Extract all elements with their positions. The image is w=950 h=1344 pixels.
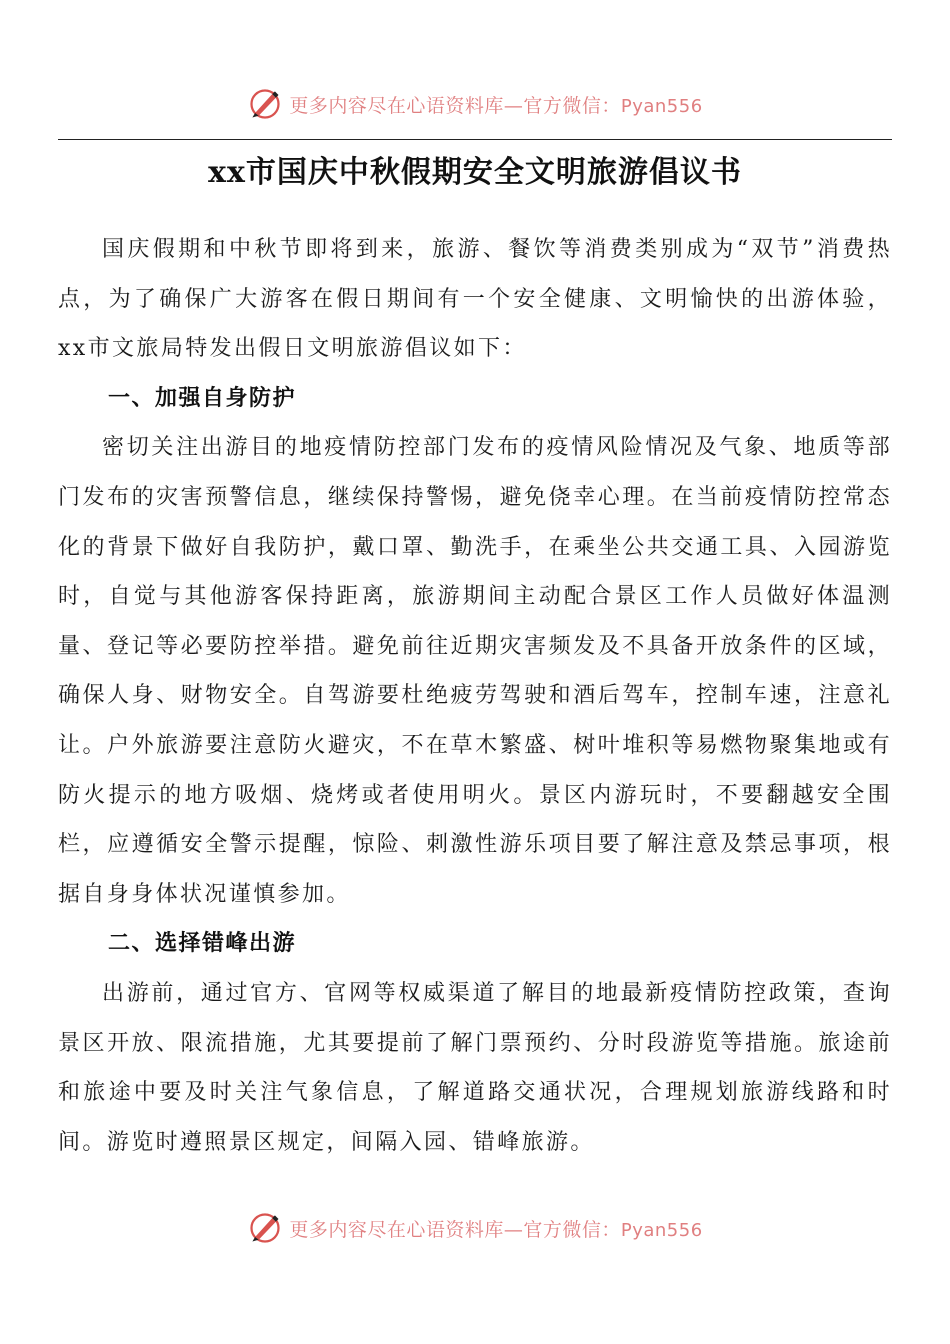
- section-paragraph: 密切关注出游目的地疫情防控部门发布的疫情风险情况及气象、地质等部门发布的灾害预警信息，继续保持警惕，避免侥幸心理。在当前疫情防控常态化的背景下做好自我防护，戴口罩、勤洗手，在乘坐公共交通工具、入园游览时，自觉与其他游客保持距离，旅游期间主动配合景区工作人员做好体温测量、登记等必要防控举措。避免前往近期灾害频发及不具备开放条件的区域，确保人身、财物安全。自驾游要杜绝疲劳驾驶和酒后驾车，控制车速，注意礼让。户外旅游要注意防火避灾，不在草木繁盛、树叶堆积等易燃物聚集地或有防火提示的地方吸烟、烧烤或者使用明火。景区内游玩时，不要翻越安全围栏，应遵循安全警示提醒，惊险、刺激性游乐项目要了解注意及禁忌事项，根据自身身体状况谨慎参加。: [58, 435, 892, 907]
- section-paragraph: 出游前，通过官方、官网等权威渠道了解目的地最新疫情防控政策，查询景区开放、限流措施，尤其要提前了解门票预约、分时段游览等措施。旅途前和旅途中要及时关注气象信息，了解道路交通状况，合理规划旅游线路和时间。游览时遵照景区规定，间隔入园、错峰旅游。: [58, 980, 892, 1155]
- pen-logo-icon: [247, 1210, 283, 1246]
- footer-watermark: [0, 1208, 950, 1248]
- intro-paragraph: 国庆假期和中秋节即将到来，旅游、餐饮等消费类别成为“双节”消费热点，为了确保广大游客在假日期间有一个安全健康、文明愉快的出游体验，xx市文旅局特发出假日文明旅游倡议如下：: [58, 237, 892, 362]
- section-heading: 一、加强自身防护: [108, 385, 297, 411]
- document-title: xx市国庆中秋假期安全文明旅游倡议书: [208, 155, 742, 190]
- header-rule: [58, 139, 892, 140]
- document-body: [58, 225, 892, 1167]
- watermark-text: 更多内容尽在心语资料库—官方微信：Pyan556: [289, 1218, 703, 1241]
- pen-logo-icon: [247, 86, 283, 122]
- section-heading: 二、选择错峰出游: [108, 931, 297, 957]
- watermark-text: 更多内容尽在心语资料库—官方微信：Pyan556: [289, 94, 703, 117]
- header-watermark: [0, 84, 950, 124]
